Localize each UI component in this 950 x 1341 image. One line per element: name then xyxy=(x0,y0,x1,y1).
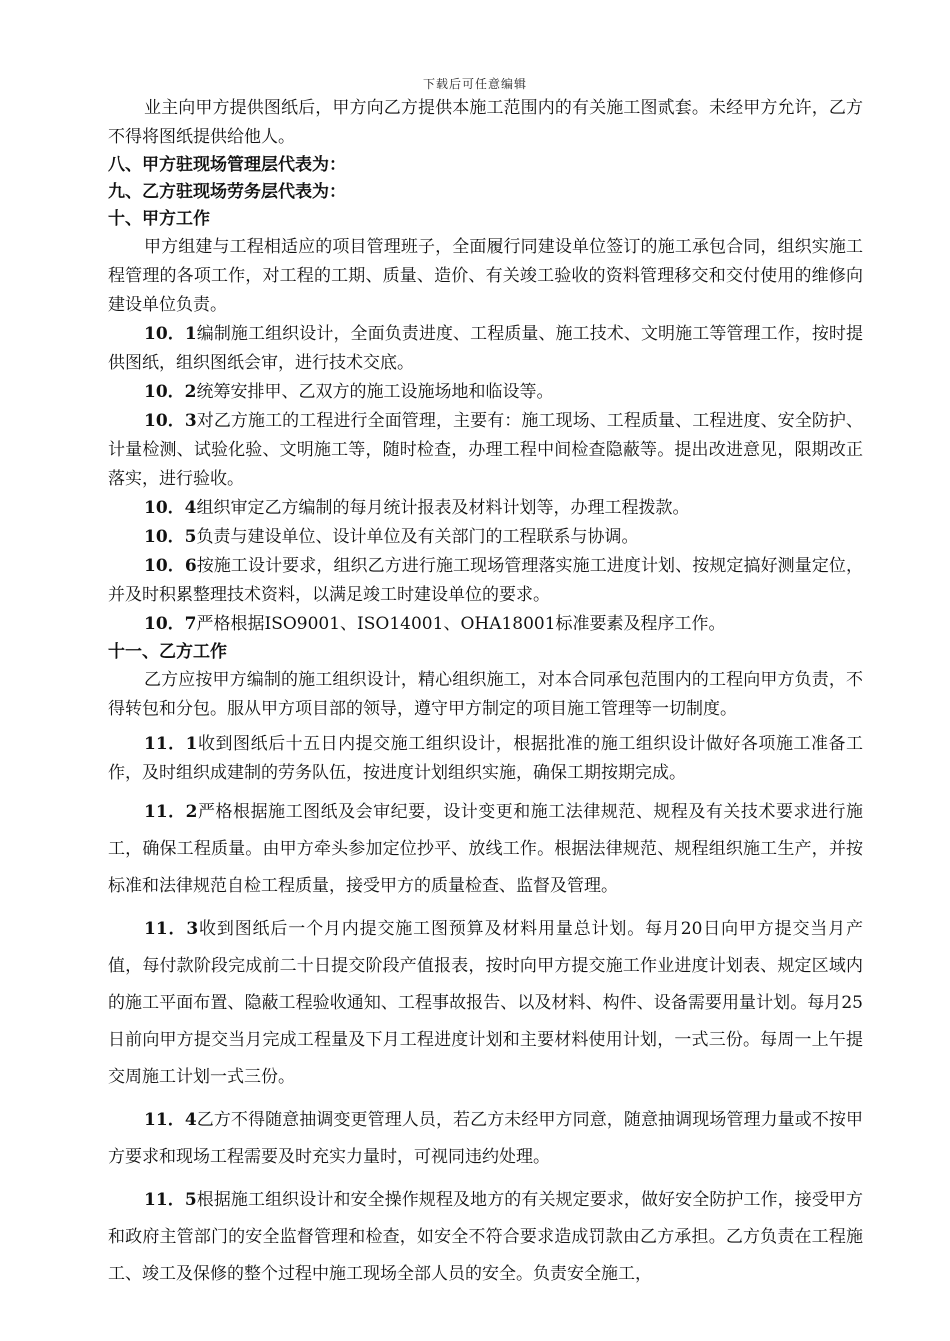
clause-number: 10．1 xyxy=(144,324,197,344)
section-heading: 十一、乙方工作 xyxy=(108,642,227,662)
clause-text: 乙方不得随意抽调变更管理人员，若乙方未经甲方同意，随意抽调现场管理力量或不按甲方要求和现场工程需要及时充实力量时，可视同违约处理。 xyxy=(108,1110,863,1167)
page-header: 下载后可任意编辑 xyxy=(422,77,527,91)
numbered-clause xyxy=(108,320,863,378)
clause-text: 根据施工组织设计和安全操作规程及地方的有关规定要求，做好安全防护工作，接受甲方和政府主管部门的安全监督管理和检查，如安全不符合要求造成罚款由乙方承担。乙方负责在工程施工、竣工及保修的整个过程中施工现场全部人员的安全。负责安全施工， xyxy=(108,1190,863,1284)
clause-text: 收到图纸后十五日内提交施工组织设计，根据批准的施工组织设计做好各项施工准备工作，及时组织成建制的劳务队伍，按进度计划组织实施，确保工期按期完成。 xyxy=(108,734,863,783)
clause-number: 10．7 xyxy=(144,614,197,634)
numbered-clause xyxy=(108,407,863,494)
section-heading: 九、乙方驻现场劳务层代表为： xyxy=(108,182,346,202)
clause-number: 10．2 xyxy=(144,382,197,402)
clause-text: 统筹安排甲、乙双方的施工设施场地和临设等。 xyxy=(196,382,554,402)
numbered-clause xyxy=(108,378,863,407)
clause-number: 11．1 xyxy=(144,734,198,754)
clause-text: 组织审定乙方编制的每月统计报表及材料计划等，办理工程拨款。 xyxy=(196,498,690,518)
clause-text: 乙方应按甲方编制的施工组织设计，精心组织施工，对本合同承包范围内的工程向甲方负责，不得转包和分包。服从甲方项目部的领导，遵守甲方制定的项目施工管理等一切制度。 xyxy=(108,670,863,719)
numbered-clause xyxy=(108,523,863,552)
numbered-clause xyxy=(108,552,863,610)
clause-text: 严格根据施工图纸及会审纪要，设计变更和施工法律规范、规程及有关技术要求进行施工，确保工程质量。由甲方牵头参加定位抄平、放线工作。根据法律规范、规程组织施工生产，并按标准和法律规范自检工程质量，接受甲方的质量检查、监督及管理。 xyxy=(108,802,863,896)
numbered-clause xyxy=(108,1182,863,1293)
numbered-clause xyxy=(108,610,863,639)
clause-text: 对乙方施工的工程进行全面管理，主要有：施工现场、工程质量、工程进度、安全防护、计量检测、试验化验、文明施工等，随时检查，办理工程中间检查隐蔽等。提出改进意见，限期改正落实，进行验收。 xyxy=(108,411,863,489)
numbered-clause xyxy=(108,730,863,788)
clause-text: 严格根据ISO9001、ISO14001、OHA18001标准要素及程序工作。 xyxy=(196,614,726,634)
clause-text: 负责与建设单位、设计单位及有关部门的工程联系与协调。 xyxy=(196,527,639,547)
clause-text: 按施工设计要求，组织乙方进行施工现场管理落实施工进度计划、按规定搞好测量定位，并及时积累整理技术资料，以满足竣工时建设单位的要求。 xyxy=(108,556,863,605)
clause-number: 11．2 xyxy=(144,802,198,822)
paragraph xyxy=(108,94,863,152)
clause-number: 10．6 xyxy=(144,556,197,576)
clause-text: 编制施工组织设计，全面负责进度、工程质量、施工技术、文明施工等管理工作，按时提供图纸，组织图纸会审，进行技术交底。 xyxy=(108,324,863,373)
clause-text: 收到图纸后一个月内提交施工图预算及材料用量总计划。每月20日向甲方提交当月产值，每付款阶段完成前二十日提交阶段产值报表，按时向甲方提交施工作业进度计划表、规定区域内的施工平面布置、隐蔽工程验收通知、工程事故报告、以及材料、构件、设备需要用量计划。每月25日前向甲方提交当月完成工程量及下月工程进度计划和主要材料使用计划，一式三份。每周一上午提交周施工计划一式三份。 xyxy=(108,919,863,1087)
clause-text: 业主向甲方提供图纸后，甲方向乙方提供本施工范围内的有关施工图贰套。未经甲方允许，乙方不得将图纸提供给他人。 xyxy=(108,98,863,147)
clause-number: 11．4 xyxy=(144,1110,197,1130)
document-body xyxy=(108,94,863,1293)
section-heading: 十、甲方工作 xyxy=(108,209,210,229)
numbered-clause xyxy=(108,911,863,1096)
section-heading: 八、甲方驻现场管理层代表为： xyxy=(108,155,346,175)
clause-number: 10．4 xyxy=(144,498,197,518)
clause-text: 甲方组建与工程相适应的项目管理班子，全面履行同建设单位签订的施工承包合同，组织实施工程管理的各项工作，对工程的工期、质量、造价、有关竣工验收的资料管理移交和交付使用的维修向建设单位负责。 xyxy=(108,237,863,315)
clause-number: 10．3 xyxy=(144,411,197,431)
clause-number: 11．3 xyxy=(144,919,199,939)
numbered-clause xyxy=(108,1102,863,1176)
paragraph xyxy=(108,666,863,724)
clause-number: 11．5 xyxy=(144,1190,197,1210)
clause-number: 10．5 xyxy=(144,527,197,547)
numbered-clause xyxy=(108,494,863,523)
paragraph xyxy=(108,233,863,320)
numbered-clause xyxy=(108,794,863,905)
